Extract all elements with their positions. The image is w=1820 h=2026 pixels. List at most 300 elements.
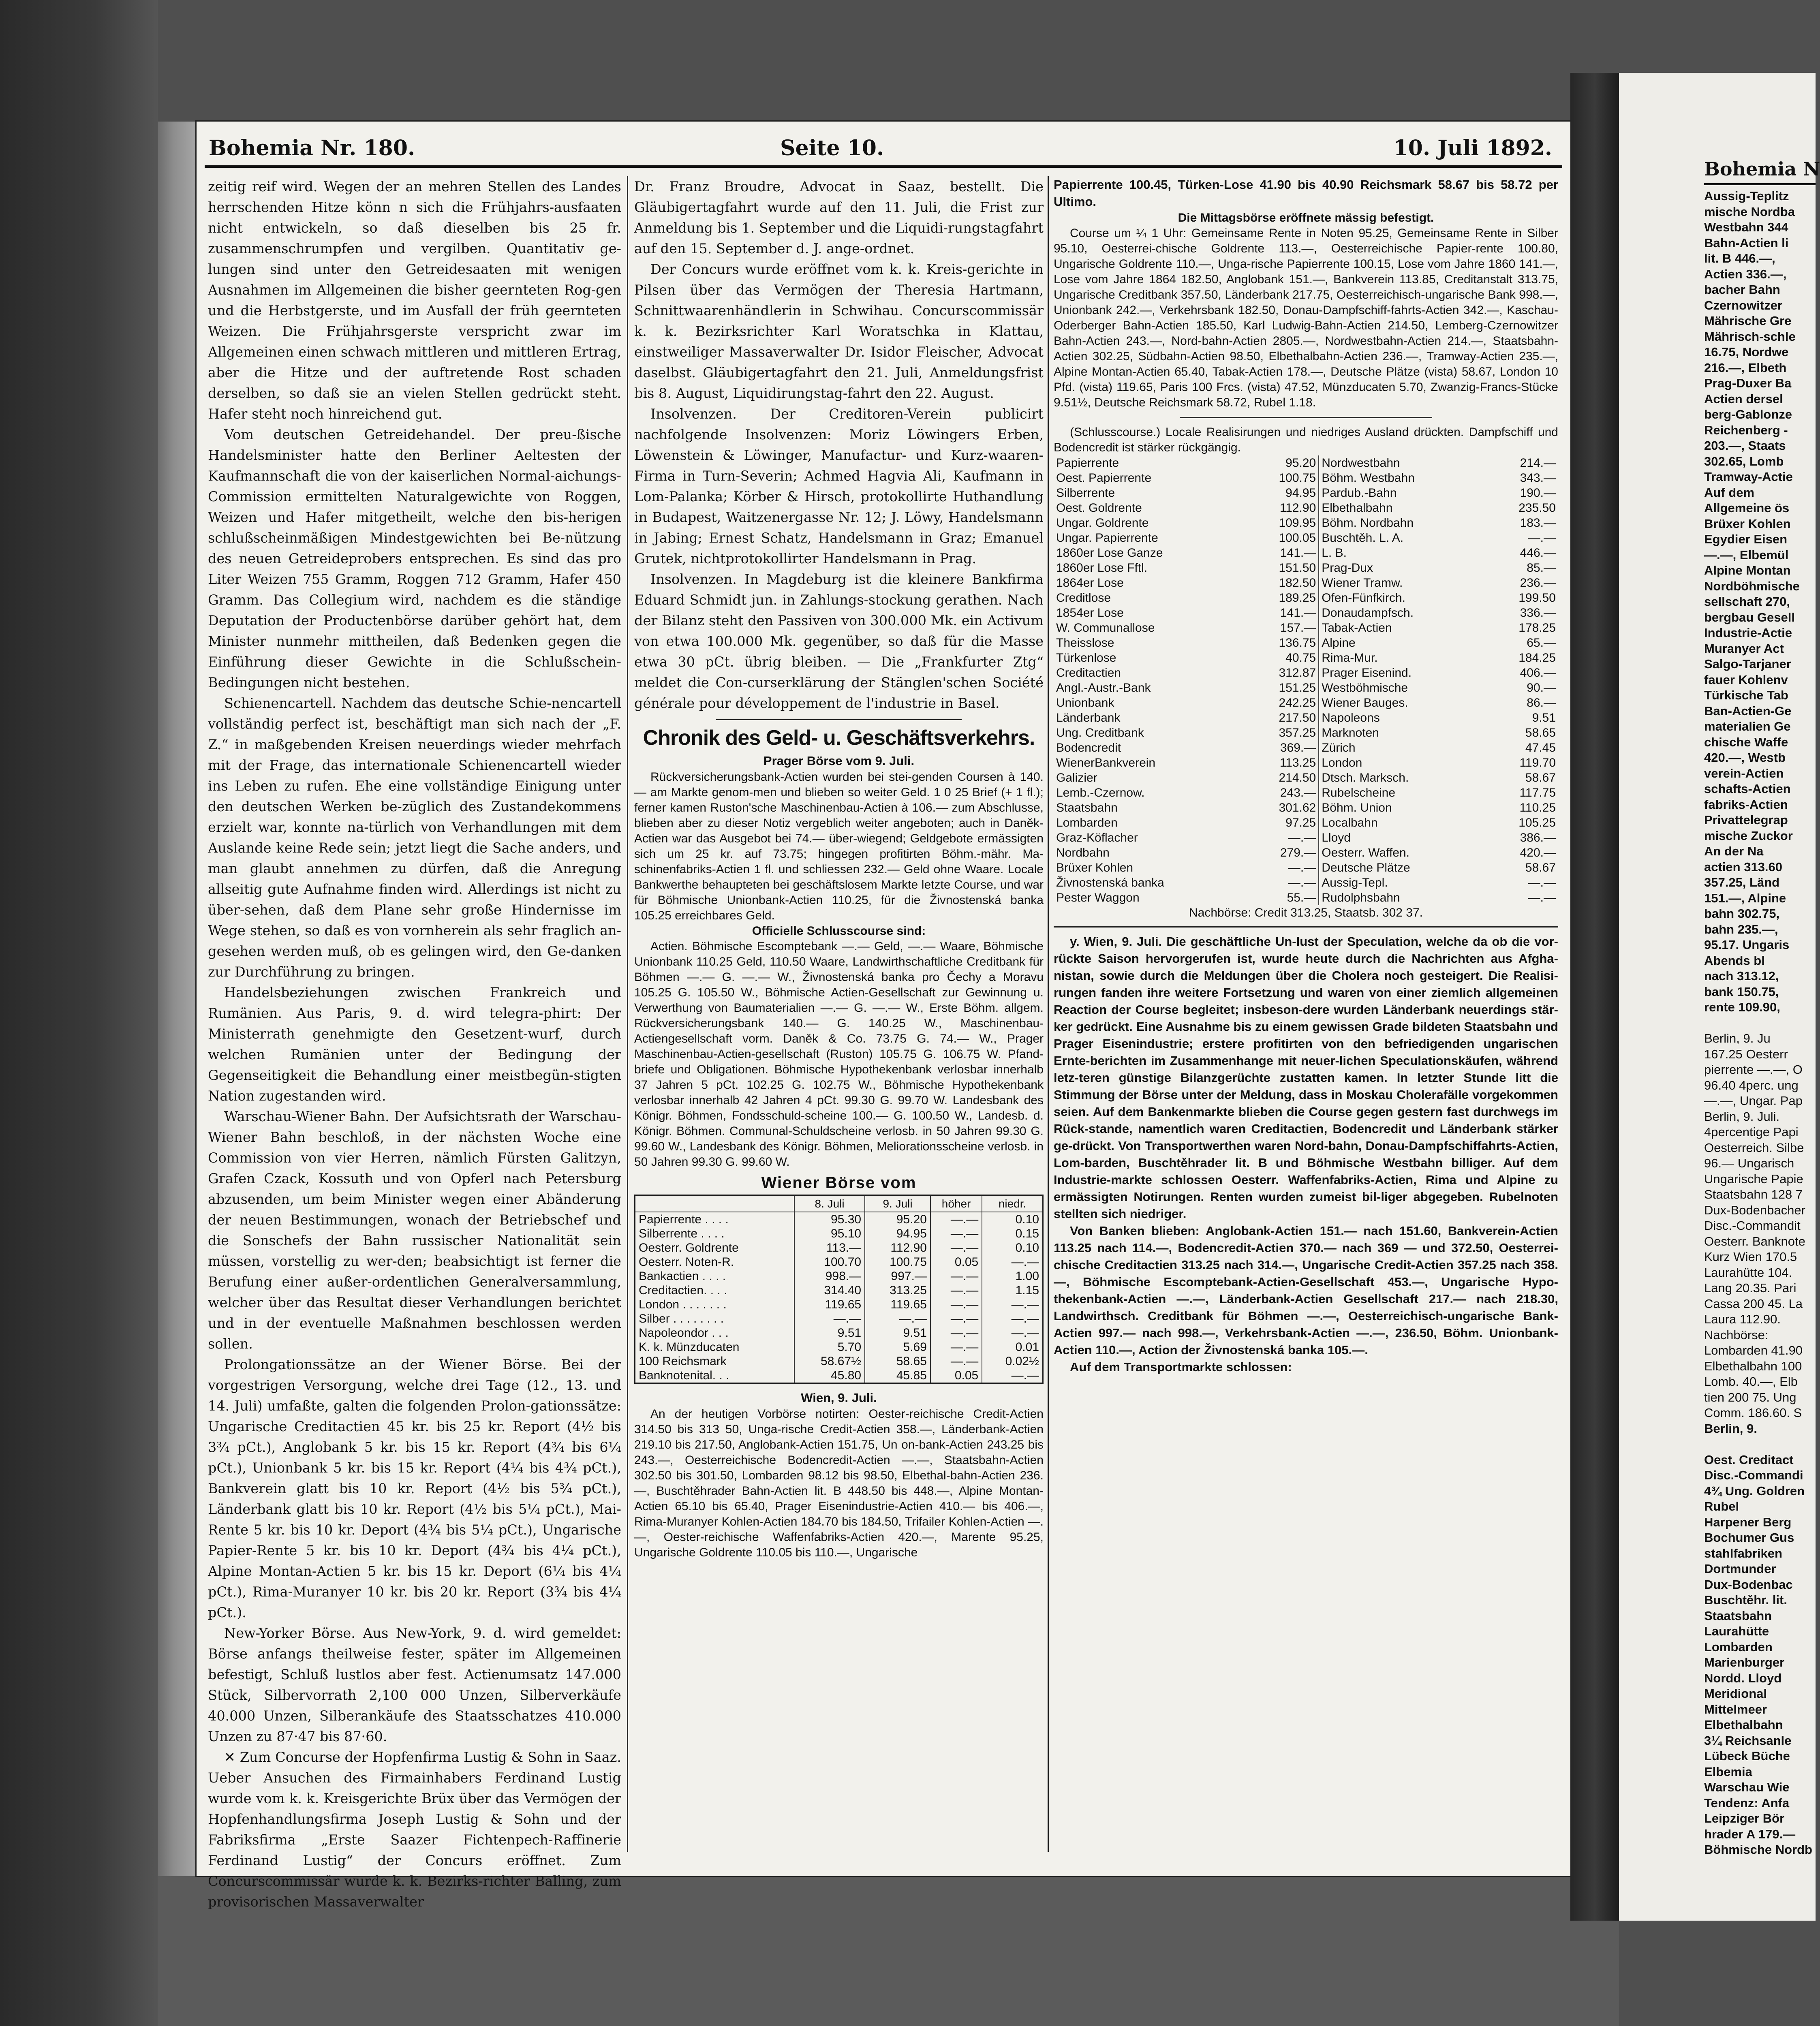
row-value: —.— — [930, 1354, 982, 1368]
facing-page-line: Nachbörse: — [1704, 1327, 1769, 1342]
row-value: 95.20 — [865, 1212, 930, 1227]
security-price: 236.— — [1520, 576, 1556, 590]
security-price: 189.25 — [1247, 590, 1319, 605]
security-price: 235.50 — [1518, 501, 1556, 515]
section-divider — [1180, 417, 1432, 418]
schlusscourse-list: Actien. Böhmische Escomptebank —.— Geld, —.— Waare, Böhmische Unionbank 110.25 Geld, 110.50 Waare, Landwirthschaftliche Creditbank für Böhmen —.— G. —.— W., Živnostenská banka pro Čechy a Moravu 105.25 G. 105.50 W., Böhmische Actien-Gesellschaft zur Gewinnung u. Verwerthung von Baumaterialien —.— G. —.— W., Erste Böhm. allgem. Rückversicherungsbank 140.— G. 140.25 W., Maschinenbau-Actiengesellschaft vorm. Daněk & Co. 73.75 G. 74.— W., Prager Maschinenbau-Actien-gesellschaft (Ruston) 105.75 G. 106.75 W. Pfand-briefe und Obligationen. Böhmische Hypothekenbank verlosbar innerhalb 37 Jahren 5 pCt. 102.25 G. 102.75 W., Böhmische Hypothekenbank verlosbar innerhalb 42 Jahren 4 pCt. 99.30 G. 99.70 W. Landesbank des Königr. Böhmen, Fondsschuld-scheine 100.— G. 100.50 W., Landesb. d. Königr. Böhmen. Communal-Schuldscheine verlosb. in 50 Jahren 99.30 G. 99.60 W., Landesbank des Königr. Böhmen, Meliorationsscheine verlosb. in 50 Jahren 99.30 G. 99.60 W. — [634, 940, 1044, 1169]
security-name: Nordbahn — [1056, 846, 1110, 859]
table-row — [1054, 695, 1558, 710]
security-price: 369.— — [1247, 740, 1319, 755]
facing-page-line: chische Waffe — [1704, 735, 1788, 749]
section-divider — [1054, 926, 1558, 928]
facing-page-line: Disc.-Commandit — [1704, 1218, 1801, 1233]
security-price: 242.25 — [1247, 695, 1319, 710]
row-value: 112.90 — [865, 1241, 930, 1255]
table-row — [1054, 725, 1558, 740]
row-value: 45.85 — [865, 1368, 930, 1383]
row-label: Oesterr. Goldrente — [635, 1241, 795, 1255]
security-price: 47.45 — [1525, 741, 1556, 754]
security-name: Wiener Bauges. — [1322, 696, 1408, 710]
security-name: Böhm. Union — [1322, 801, 1392, 814]
table-row — [1054, 590, 1558, 605]
newspaper-page — [197, 122, 1570, 1910]
facing-page-line: Lombarden — [1704, 1639, 1773, 1654]
facing-page-line: Mährisch-schle — [1704, 329, 1796, 344]
facing-page-line: Lang 20.35. Pari — [1704, 1281, 1796, 1295]
facing-page-line: tien 200 75. Ung — [1704, 1390, 1796, 1404]
security-price: 100.75 — [1247, 470, 1319, 485]
row-label: Silber . . . . . . . . — [635, 1312, 795, 1326]
facing-page-line: materialien Ge — [1704, 719, 1791, 733]
security-name: London — [1322, 756, 1362, 769]
table-row — [1054, 515, 1558, 530]
row-label: 100 Reichsmark — [635, 1354, 795, 1368]
security-price: 94.95 — [1247, 485, 1319, 500]
security-price: 119.70 — [1519, 756, 1556, 769]
table-header: 9. Juli — [865, 1195, 930, 1212]
security-name: Ungar. Goldrente — [1056, 516, 1149, 530]
security-name: Creditactien — [1056, 666, 1121, 680]
security-price: 55.— — [1247, 890, 1319, 905]
security-name: WienerBankverein — [1056, 756, 1156, 769]
security-name: Staatsbahn — [1056, 801, 1118, 814]
facing-page-line: Auf dem — [1704, 485, 1754, 500]
security-name: Theisslose — [1056, 636, 1114, 650]
masthead-left: Bohemia Nr. 180. — [209, 136, 415, 160]
facing-page-line: 3¼ Reichsanle — [1704, 1733, 1792, 1748]
table-row — [1054, 860, 1558, 875]
facing-page-line: Lomb. 40.—, Elb — [1704, 1374, 1798, 1389]
facing-page-line: rente 109.90, — [1704, 1000, 1780, 1014]
security-price: 109.95 — [1247, 515, 1319, 530]
security-name: Brüxer Kohlen — [1056, 861, 1133, 874]
security-price: 214.50 — [1247, 770, 1319, 785]
row-value: 0.05 — [930, 1368, 982, 1383]
security-name: Ung. Creditbank — [1056, 726, 1144, 739]
wien-report-text: Die geschäftliche Un-lust der Speculation, welche da ob die vor-rückte Saison hervorgerufen ist, wurde heute durch die Nachrichten aus Afgha-nistan, sowie durch die Meldungen über die Cholera noch gesteigert. Die Realisi-rungen fanden ihre weitere Fortsetzung und waren von einer ziemlich allgemeinen Reaction der Course begleitet; insbeson-dere wurden Länderbank neuerdings stär-ker gedrückt. Eine Ausnahme bis zu einem gewissen Grade bildeten Staatsbahn und Prager Eisenindustrie; erstere profitirten von den befriedigenden ungarischen Ernte-berichten im Zusammenhange mit neuer-lichen Speculationskäufen, während letz-teren günstige Bilanzgerüchte zustatten kamen. In letzter Stunde litt die Stimmung der Börse unter der Meldung, dass in Moskau Cholerafälle vorgekommen seien. Auf dem Bankenmarkte blieben die Course gegen gestern fast durchwegs im Rück-stande, namentlich waren Creditactien, Bodencredit und Länderbank stärker ge-drückt. Von Transportwerthen waren Nord-bahn, Donau-Dampfschiffahrts-Actien, Lom-barden, Buschtěhrader lit. B und Böhmische Westbahn billiger. Auf dem Industrie-markte schlossen Oesterr. Waffenfabriks-Actien, Rima und Alpine zu ermässigten Notirungen. Renten wurden zumeist bil-liger abgegeben. Rubelnoten stellten sich niedriger. — [1054, 934, 1558, 1221]
table-row — [635, 1326, 1043, 1340]
facing-page-line: nach 313.12, — [1704, 969, 1779, 983]
security-price: 90.— — [1527, 681, 1556, 695]
row-value: 1.15 — [982, 1283, 1043, 1297]
table-row — [1054, 785, 1558, 800]
facing-page-line: Berlin, 9. — [1704, 1421, 1757, 1436]
nachboerse-line: Nachbörse: Credit 313.25, Staatsb. 302 37. — [1189, 906, 1423, 919]
table-row — [635, 1269, 1043, 1283]
course-report: Course um ¼ 1 Uhr: Gemeinsame Rente in Noten 95.25, Gemeinsame Rente in Silber 95.10, Oesterrei-chische Goldrente 113.—, Oesterreichische Papier-rente 100.80, Ungarische Goldrente 110.—, Unga-rische Papierrente 100.15, Lose vom Jahre 1860 141.—, Lose vom Jahre 1864 182.50, Anglobank 151.—, Bankverein 113.85, Creditanstalt 313.75, Ungarische Creditbank 357.50, Länderbank 217.75, Oesterreichisch-ungarische Bank 998.—, Unionbank 242.—, Verkehrsbank 182.50, Donau-Dampfschiff-fahrts-Actien 342.—, Kaschau-Oderberger Bahn-Actien 185.50, Karl Ludwig-Bahn-Actien 214.50, Lemberg-Czernowitzer Bahn-Actien 243.—, Nord-bahn-Actien 2805.—, Nordwestbahn-Actien 214.—, Staatsbahn-Actien 302.25, Südbahn-Actien 98.50, Elbethalbahn-Actien 236.—, Tramway-Actien 235.—, Alpine Montan-Actien 65.40, Tabak-Actien 178.—, Deutsche Plätze (vista) 58.67, London 10 Pfd. (vista) 119.65, Paris 100 Frcs. (vista) 47.52, Münzducaten 5.70, Zwanzig-Francs-Stücke 9.51½, Deutsche Reichsmark 58.72, Rubel 1.18. — [1054, 227, 1558, 409]
row-value: 45.80 — [794, 1368, 865, 1383]
column-rule-1 — [627, 176, 628, 1852]
security-price: 85.— — [1527, 561, 1556, 575]
facing-page-line: Ungarische Papie — [1704, 1171, 1803, 1186]
book-edge-left — [0, 0, 158, 2026]
row-label: London . . . . . . . — [635, 1297, 795, 1312]
table-row — [635, 1312, 1043, 1326]
facing-page-line: Tendenz: Anfa — [1704, 1795, 1790, 1810]
facing-page-line: schafts-Actien — [1704, 782, 1791, 796]
facing-page-line: Laurahütte — [1704, 1624, 1769, 1638]
facing-page-line: 96.— Ungarisch — [1704, 1156, 1794, 1170]
row-value: —.— — [930, 1312, 982, 1326]
table-row — [1054, 530, 1558, 545]
facing-page-line: Oesterr. Banknote — [1704, 1234, 1805, 1248]
security-name: Ungar. Papierrente — [1056, 531, 1158, 545]
security-price: 182.50 — [1247, 575, 1319, 590]
security-price: 178.25 — [1518, 621, 1556, 635]
security-price: —.— — [1528, 531, 1556, 545]
facing-page-line: Elbethalbahn 100 — [1704, 1359, 1802, 1373]
facing-page-line: 4¾ Ung. Goldren — [1704, 1483, 1805, 1498]
security-price: —.— — [1247, 830, 1319, 845]
security-price: —.— — [1247, 875, 1319, 890]
column-3 — [1054, 176, 1558, 1860]
security-price: 183.— — [1520, 516, 1556, 530]
facing-page-line: fabriks-Actien — [1704, 797, 1788, 812]
security-price: 40.75 — [1247, 650, 1319, 665]
facing-page-line: bahn 302.75, — [1704, 906, 1780, 921]
security-name: Donaudampfsch. — [1322, 606, 1414, 620]
row-value: 9.51 — [865, 1326, 930, 1340]
security-name: Oest. Goldrente — [1056, 501, 1142, 515]
row-label: Bankactien . . . . — [635, 1269, 795, 1283]
security-name: Lombarden — [1056, 816, 1118, 829]
security-price: 100.05 — [1247, 530, 1319, 545]
security-price: 357.25 — [1247, 725, 1319, 740]
table-row — [635, 1227, 1043, 1241]
facing-page-line: fauer Kohlenv — [1704, 672, 1788, 687]
facing-page-line: Oest. Creditact — [1704, 1452, 1794, 1467]
facing-page-line: berg-Gablonze — [1704, 407, 1792, 421]
security-price: 420.— — [1520, 846, 1556, 859]
row-value: 1.00 — [982, 1269, 1043, 1283]
table-row — [1054, 560, 1558, 575]
security-price: 446.— — [1520, 546, 1556, 560]
schlusscourse-heading: Officielle Schlusscourse sind: — [752, 924, 926, 938]
security-name: Buschtěh. L. A. — [1322, 531, 1404, 545]
security-name: Aussig-Tepl. — [1322, 876, 1388, 889]
row-value: 94.95 — [865, 1227, 930, 1241]
table-row — [635, 1255, 1043, 1269]
table-row — [1054, 875, 1558, 890]
table-row — [1054, 545, 1558, 560]
table-row — [635, 1241, 1043, 1255]
table-row — [635, 1297, 1043, 1312]
facing-page-line: Aussig-Teplitz — [1704, 189, 1789, 203]
facing-page-line: Allgemeine ös — [1704, 501, 1790, 515]
facing-page-line: Böhmische Nordb — [1704, 1842, 1812, 1857]
facing-page-line: Disc.-Commandi — [1704, 1468, 1803, 1482]
header-rule — [205, 165, 1562, 168]
row-value: 119.65 — [865, 1297, 930, 1312]
security-price: 199.50 — [1518, 591, 1556, 605]
security-price: 151.50 — [1247, 560, 1319, 575]
security-price: 184.25 — [1518, 651, 1556, 665]
row-value: 58.67½ — [794, 1354, 865, 1368]
facing-page-line: Kurz Wien 170.5 — [1704, 1250, 1797, 1264]
security-price: 58.67 — [1525, 861, 1556, 874]
security-price: 190.— — [1520, 486, 1556, 500]
wiener-boerse-table — [634, 1195, 1044, 1384]
row-label: Creditactien. . . . — [635, 1283, 795, 1297]
wiener-boerse-title: Wiener Börse vom — [761, 1174, 917, 1192]
row-value: 0.15 — [982, 1227, 1043, 1241]
table-row — [1054, 635, 1558, 650]
facing-page-line: 357.25, Länd — [1704, 875, 1780, 889]
security-price: 217.50 — [1247, 710, 1319, 725]
transportmarkte-line: Auf dem Transportmarkte schlossen: — [1070, 1360, 1292, 1374]
facing-page-line: hrader A 179.— — [1704, 1827, 1796, 1841]
security-name: Rima-Mur. — [1322, 651, 1378, 665]
facing-page-line: Lombarden 41.90 — [1704, 1343, 1803, 1357]
facing-page-line: 420.—, Westb — [1704, 750, 1786, 765]
security-name: Tabak-Actien — [1322, 621, 1392, 635]
facing-page-line: Meridional — [1704, 1686, 1767, 1701]
security-price: —.— — [1247, 860, 1319, 875]
row-value: —.— — [794, 1312, 865, 1326]
facing-page-line: sellschaft 270, — [1704, 594, 1790, 609]
facing-page-line: Mährische Gre — [1704, 314, 1792, 328]
security-price: 312.87 — [1247, 665, 1319, 680]
facing-page-line: pierrente —.—, O — [1704, 1062, 1803, 1077]
security-name: Marknoten — [1322, 726, 1379, 739]
facing-page-line: mische Zuckor — [1704, 828, 1793, 843]
security-name: Napoleons — [1322, 711, 1380, 724]
security-price: 301.62 — [1247, 800, 1319, 815]
facing-page-line: Marienburger — [1704, 1655, 1785, 1669]
article-paragraph: Dr. Franz Broudre, Advocat in Saaz, bestellt. Die Gläubigertagfahrt wurde auf den 11. Juli, die Frist zur Anmeldung bis 1. September und die Liquidi-rungstagfahrt auf den 15. September d. J. ange-ordnet. — [634, 179, 1044, 256]
article-concurs-hartmann: Der Concurs wurde eröffnet vom k. k. Kreis-gerichte in Pilsen über das Vermögen der Theresia Hartmann, Schnittwaarenhändlerin in Schwihau. Concurscommissär k. k. Bezirksrichter Karl Woratschka in Klattau, einstweiliger Massaverwalter Dr. Isidor Fleischer, Advocat daselbst. Gläubigertagfahrt den 21. Juli, Anmeldungsfrist bis 8. August, Liquidirungstag-fahrt den 22. August. — [634, 261, 1044, 401]
security-name: Deutsche Plätze — [1322, 861, 1410, 874]
security-name: Oest. Papierrente — [1056, 471, 1152, 485]
security-price: 406.— — [1520, 666, 1556, 680]
row-value: —.— — [982, 1297, 1043, 1312]
facing-page-line: Ban-Actien-Ge — [1704, 703, 1792, 718]
facing-page-line: Dortmunder — [1704, 1562, 1776, 1576]
facing-page-line: 302.65, Lomb — [1704, 454, 1784, 468]
banken-blieben: Von Banken blieben: Anglobank-Actien 151.— nach 151.60, Bankverein-Actien 113.25 nach 114.—, Bodencredit-Actien 370.— nach 369 — und 372.50, Oesterrei-chische Creditactien 313.25 nach 314.—, Ungarische Credit-Actien 357.25 nach 358.—, Böhmische Escomptebank-Actien-Gesellschaft 453.—, Ungarische Hypo-thekenbank-Actien —.—, Länderbank-Actien Gesellschaft 217.— nach 218.30, Landwirthsch. Creditbank für Böhmen —.—, Oesterreichisch-ungarische Bank-Actien 997.— nach 998.—, Verkehrsbank-Actien —.—, 236.50, Böhm. Unionbank-Actien 110.—, Action der Živnostenská banka 105.—. — [1054, 1224, 1558, 1357]
article-insolvenzen-magdeburg: Insolvenzen. In Magdeburg ist die kleinere Bankfirma Eduard Schmidt jun. in Zahlungs-stockung gerathen. Nach der Bilanz steht den Passiven von 300.000 Mk. ein Activum von etwa 100.000 Mk. gegenüber, so daß für die Masse etwa 30 pCt. übrig bleiben. — Die „Frankfurter Ztg“ meldet die Con-curserklärung der Stänglen'schen Société générale pour développement de l'industrie in Basel. — [634, 571, 1044, 711]
facing-page-line: Privattelegrap — [1704, 813, 1788, 827]
article-prolongationssaetze: Prolongationssätze an der Wiener Börse. Bei der vorgestrigen Versorgung, welche drei Tage (12., 13. und 14. Juli) umfaßte, galten die folgenden Prolon-gationssätze: Ungarische Creditactien 45 kr. bis 25 kr. Report (4½ bis 3¾ pCt.), Anglobank 5 kr. bis 15 kr. Report (4¾ bis 6¼ pCt.), Unionbank 5 kr. bis 15 kr. Report (4¼ bis 4¾ pCt.), Bankverein glatt bis 10 kr. Report (4½ bis 5¾ pCt.), Länderbank glatt bis 10 kr. Report (4½ bis 5¼ pCt.), Mai-Rente 5 kr. bis 10 kr. Deport (4¾ bis 5¼ pCt.), Ungarische Papier-Rente 5 kr. bis 10 kr. Deport (4¾ bis 4¼ pCt.), Alpine Montan-Actien 5 kr. bis 15 kr. Deport (6¼ bis 4¼ pCt.), Rima-Muranyer 10 kr. bis 20 kr. Report (3¾ bis 4¼ pCt.). — [208, 1357, 621, 1620]
facing-page-line — [1704, 1015, 1816, 1031]
security-name: Nordwestbahn — [1322, 456, 1400, 470]
ultimo-course: Papierrente 100.45, Türken-Lose 41.90 bis 40.90 Reichsmark 58.67 bis 58.72 per Ultimo. — [1054, 177, 1558, 209]
facing-page-line: Bahn-Actien li — [1704, 235, 1789, 250]
table-row — [1054, 770, 1558, 785]
table-row — [1054, 620, 1558, 635]
row-label: Silberrente . . . . — [635, 1227, 795, 1241]
security-name: 1860er Lose Ganze — [1056, 546, 1163, 560]
article-new-yorker-boerse: New-Yorker Börse. Aus New-York, 9. d. wird gemeldet: Börse anfangs theilweise fester, später im Allgemeinen befestigt, Schluß lustlos aber fest. Actienumsatz 147.000 Stück, Silbervorrath 2,100 000 Unzen, Silberverkäufe 40.000 Unzen, Silberankäufe des Staatsschatzes 410.000 Unzen zu 87·47 bis 87·60. — [208, 1625, 621, 1744]
row-value: 100.75 — [865, 1255, 930, 1269]
facing-page-line: Nordd. Lloyd — [1704, 1671, 1782, 1685]
facing-page-line: 216.—, Elbeth — [1704, 360, 1787, 375]
facing-page-line: bahn 235.—, — [1704, 922, 1778, 936]
security-name: Papierrente — [1056, 456, 1119, 470]
issue-date: 10. Juli 1892. — [1393, 136, 1552, 160]
row-value: 100.70 — [794, 1255, 865, 1269]
security-name: Pardub.-Bahn — [1322, 486, 1397, 500]
security-price: 58.67 — [1525, 771, 1556, 784]
table-row — [1054, 500, 1558, 515]
section-title-chronik: Chronik des Geld- u. Geschäftsverkehrs. — [643, 726, 1035, 750]
security-name: Graz-Köflacher — [1056, 831, 1138, 844]
security-name: Böhm. Nordbahn — [1322, 516, 1414, 530]
facing-page-line: verein-Actien — [1704, 766, 1784, 780]
book-binding — [158, 122, 198, 1876]
row-value: —.— — [930, 1269, 982, 1283]
row-value: 0.10 — [982, 1212, 1043, 1227]
row-label: Napoleondor . . . — [635, 1326, 795, 1340]
security-price: 136.75 — [1247, 635, 1319, 650]
security-name: Unionbank — [1056, 696, 1114, 710]
facing-page-line: 203.—, Staats — [1704, 438, 1786, 453]
security-price: 58.65 — [1525, 726, 1556, 739]
row-label: Papierrente . . . . — [635, 1212, 795, 1227]
security-price: 86.— — [1527, 696, 1556, 710]
wien-report-heading: y. Wien, 9. Juli. — [1070, 934, 1162, 949]
page-number: Seite 10. — [780, 136, 884, 160]
security-name: Živnostenská banka — [1056, 876, 1164, 889]
table-row — [1054, 815, 1558, 830]
security-name: Westböhmische — [1322, 681, 1408, 695]
facing-page-line: actien 313.60 — [1704, 859, 1783, 874]
facing-page-line: Buschtěhr. lit. — [1704, 1593, 1787, 1607]
facing-page-line: bank 150.75, — [1704, 984, 1779, 999]
row-value: 58.65 — [865, 1354, 930, 1368]
table-row — [1054, 845, 1558, 860]
book-gutter — [1570, 73, 1619, 1921]
wien-report — [1054, 933, 1558, 1222]
row-value: —.— — [930, 1283, 982, 1297]
security-price: 214.— — [1520, 456, 1556, 470]
facing-page-line: Industrie-Actie — [1704, 626, 1792, 640]
security-name: L. B. — [1322, 546, 1347, 560]
facing-page-line: Alpine Montan — [1704, 563, 1791, 577]
facing-page-line: Abends bl — [1704, 953, 1765, 968]
article-warschau-wiener-bahn: Warschau-Wiener Bahn. Der Aufsichtsrath der Warschau-Wiener Bahn beschloß, in der nächsten Woche eine Commission von vier Herren, nämlich Fürsten Galitzyn, Grafen Czack, Kossuth und von Opferl nach Petersburg abzusenden, um beim Minister wegen einer Abänderung der neuen Bestimmungen, wonach der Betriebschef und die Sonschefs der Bahn russischer Nationalität sein müssen, vorstellig zu wer-den; beabsichtigt ist ferner die Berufung einer außer-ordentlichen Generalversammlung, welcher über das Resultat dieser Verhandlungen berichtet und in der eventuelle Maßnahmen beschlossen werden sollen. — [208, 1109, 621, 1352]
security-price: 141.— — [1247, 605, 1319, 620]
prager-boerse-heading: Prager Börse vom 9. Juli. — [763, 754, 915, 768]
facing-page-line: Harpener Berg — [1704, 1515, 1792, 1529]
security-name: Zürich — [1322, 741, 1356, 754]
table-row — [1054, 485, 1558, 500]
facing-page-line: mische Nordba — [1704, 204, 1795, 219]
security-name: W. Communallose — [1056, 621, 1155, 635]
facing-page-line: Lübeck Büche — [1704, 1749, 1790, 1763]
row-value: —.— — [930, 1227, 982, 1241]
row-value: —.— — [982, 1312, 1043, 1326]
security-price: —.— — [1528, 876, 1556, 889]
security-name: Prag-Dux — [1322, 561, 1373, 575]
facing-page-line: Czernowitzer — [1704, 298, 1782, 312]
facing-page-line: Nordböhmische — [1704, 579, 1800, 593]
security-name: Alpine — [1322, 636, 1356, 650]
table-row — [635, 1212, 1043, 1227]
facing-page-line: Actien dersel — [1704, 391, 1783, 406]
row-value: 0.01 — [982, 1340, 1043, 1354]
mittagsboerse-note: Die Mittagsbörse eröffnete mässig befestigt. — [1178, 211, 1434, 224]
facing-page-line: Staatsbahn — [1704, 1608, 1772, 1623]
security-name: Ofen-Fünfkirch. — [1322, 591, 1405, 605]
security-name: Prager Eisenind. — [1322, 666, 1412, 680]
facing-page-line: —.—, Elbemül — [1704, 547, 1789, 562]
facing-page-line: 96.40 4perc. ung — [1704, 1078, 1799, 1092]
table-header — [635, 1195, 795, 1212]
row-value: 0.02½ — [982, 1354, 1043, 1368]
facing-page-line: bergbau Gesell — [1704, 610, 1795, 624]
facing-page-line: Berlin, 9. Ju — [1704, 1031, 1771, 1045]
facing-page-line: 16.75, Nordwe — [1704, 345, 1789, 359]
column-2 — [634, 176, 1044, 1860]
article-concurs-lustig: ✕ Zum Concurse der Hopfenfirma Lustig & Sohn in Saaz. Ueber Ansuchen des Firmainhabers Ferdinand Lustig wurde vom k. k. Kreisgerichte Brüx über das Vermögen der Hopfenhandlungsfirma Joseph Lustig & Sohn und der Fabriksfirma „Erste Saazer Fichtenpech-Raffinerie Ferdinand Lustig“ der Concurs eröffnet. Zum Concurscommissär wurde k. k. Bezirks-richter Balling, zum provisorischen Massaverwalter — [208, 1749, 621, 1910]
row-label: K. k. Münzducaten — [635, 1340, 795, 1354]
facing-page-line: 4percentige Papi — [1704, 1125, 1799, 1139]
table-header: höher — [930, 1195, 982, 1212]
security-name: Türkenlose — [1056, 651, 1116, 665]
facing-page-line: lit. B 446.—, — [1704, 251, 1775, 265]
security-price: 110.25 — [1519, 801, 1556, 814]
table-row — [635, 1354, 1043, 1368]
row-value: 95.10 — [794, 1227, 865, 1241]
row-value: —.— — [982, 1368, 1043, 1383]
table-row — [1054, 650, 1558, 665]
security-price: 386.— — [1520, 831, 1556, 844]
security-name: Bodencredit — [1056, 741, 1121, 754]
security-price: 343.— — [1520, 471, 1556, 485]
facing-page-line: Prag-Duxer Ba — [1704, 376, 1792, 390]
security-price: 157.— — [1247, 620, 1319, 635]
security-name: Rubelscheine — [1322, 786, 1396, 799]
article-insolvenzen: Insolvenzen. Der Creditoren-Verein publicirt nachfolgende Insolvenzen: Moriz Löwingers Erben, Löwenstein & Löwinger, Manufactur- und Kurz-waaren-Firma in Turn-Severin; Achmed Hagvia Ali, Kaufmann in Lom-Palanka; Körber & Hirsch, protokollirte Huthandlung in Budapest, Waitzenergasse Nr. 12; J. Löwy, Handelsmann in Jabing; Ernest Schatz, Handelsmann in Graz; Emanuel Grutek, nichtprotokollirter Handelsmann in Prag. — [634, 406, 1044, 566]
security-name: Oesterr. Waffen. — [1322, 846, 1410, 859]
table-row — [635, 1283, 1043, 1297]
row-value: —.— — [982, 1255, 1043, 1269]
facing-page-text — [1704, 188, 1816, 1858]
security-name: Lloyd — [1322, 831, 1351, 844]
row-value: 313.25 — [865, 1283, 930, 1297]
row-label: Banknotenital. . . — [635, 1368, 795, 1383]
security-price: 112.90 — [1247, 500, 1319, 515]
facing-page-line: bacher Bahn — [1704, 282, 1780, 297]
table-row — [1054, 575, 1558, 590]
row-value: 9.51 — [794, 1326, 865, 1340]
table-header: 8. Juli — [794, 1195, 865, 1212]
security-price: 9.51 — [1532, 711, 1556, 724]
security-price: 65.— — [1527, 636, 1556, 650]
article-paragraph: zeitig reif wird. Wegen der an mehren Stellen des Landes herrschenden Hitze könn n sich die Frühjahrs-ausfaaten nicht entwickeln, so daß dieselben bis 25 fr. zusammenschrumpfen und vergilben. Quantitativ ge-lungen sind unter den Getreidesaaten mit wenigen Ausnahmen im Allgemeinen die bisher geernteten Rog-gen und die Herbstgerste, und im Ausfall der früh geernteten Weizen. Die Frühjahrsgerste verspricht zwar im Allgemeinen einen schwach mittleren und mittleren Ertrag, aber die Hitze und der auftretende Rost schaden derselben, so daß sie an vielen Stellen gedrückt steht. Hafer steht noch hinreichend gut. — [208, 179, 621, 422]
facing-page-line: Tramway-Actie — [1704, 470, 1793, 484]
facing-page-line: —.—, Ungar. Pap — [1704, 1094, 1803, 1108]
facing-page-line: Laurahütte 104. — [1704, 1265, 1792, 1280]
article-getreidehandel: Vom deutschen Getreidehandel. Der preu-ßische Handelsminister hatte den Berliner Aeltesten der Kaufmannschaft die von der kaiserlichen Normal-aichungs-Commission ermittelten Naturalgewichte von Roggen, Weizen und Hafer mitgetheilt, welche den bis-herigen schlußscheinmäßigen Mindestgewichten bei Be-nützung des neuen Getreideprobers entsprechen. Es sind das pro Liter Weizen 755 Gramm, Roggen 712 Gramm, Hafer 450 Gramm. Das Collegium wird, nachdem es die ständige Deputation der Productenbörse darüber gehört hat, dem Minister nunmehr mittheilen, daß Bedenken gegen die Einführung dieser Gewichte in die Schlußschein-Bedingungen nicht bestehen. — [208, 427, 621, 690]
security-name: Länderbank — [1056, 711, 1121, 724]
table-row — [1054, 665, 1558, 680]
table-row — [1054, 890, 1558, 905]
section-divider — [716, 719, 962, 720]
security-name: 1854er Lose — [1056, 606, 1124, 620]
facing-page-line: Westbahn 344 — [1704, 220, 1788, 234]
prager-boerse-report: Rückversicherungsbank-Actien wurden bei stei-genden Coursen à 140.— am Markte genom-men und blieben so weiter Geld. 1 0 25 Brief (+ 1 fl.); ferner kamen Ruston'sche Maschinenbau-Actien à 106.— zum Abschlusse, blieben aber zu dieser Notiz vergeblich weiter angeboten; auch in Daněk-Actien war das Ausgebot bei 74.— über-wiegend; Geldgebote ermässigten sich um 25 kr. auf 73.75; hingegen profitirten Böhm.-mähr. Ma-schinenfabriks-Actien 1 fl. und schliessen 232.— Geld ohne Waare. Locale Bankwerthe behaupteten bei geschäftslosem Markte letzte Course, und war für Böhmische Unionbank-Actien 110.25, für die Živnostenská banka 105.25 erreichbares Geld. — [634, 770, 1044, 922]
facing-page-line — [1704, 1436, 1816, 1452]
security-name: Wiener Tramw. — [1322, 576, 1403, 590]
security-name: Lemb.-Czernow. — [1056, 786, 1145, 799]
table-row — [635, 1340, 1043, 1354]
security-price: 97.25 — [1247, 815, 1319, 830]
row-value: —.— — [930, 1326, 982, 1340]
row-value: 0.05 — [930, 1255, 982, 1269]
security-name: Pester Waggon — [1056, 891, 1140, 904]
